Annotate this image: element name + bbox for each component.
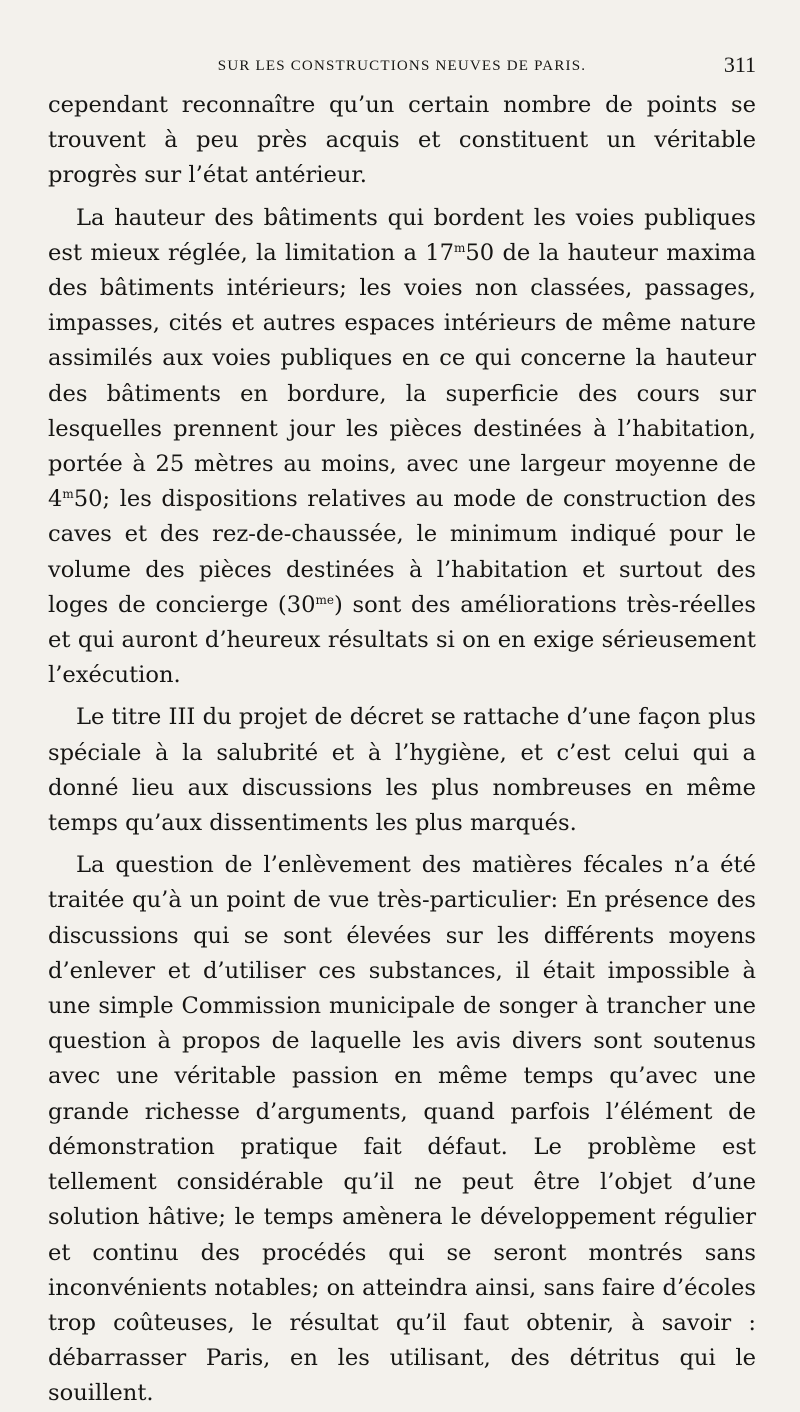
book-page	[48, 52, 756, 1412]
body-text	[48, 88, 756, 1412]
paragraph-building-height	[48, 201, 756, 694]
paragraph-fecal-matter: La question de l’enlèvement des matières fécales n’a été traitée qu’à un point de vue très-particulier: En présence des discussions qui se sont élevées sur les différents moyens d’enlever et d’utiliser ces substances, il était impossible à une simple Commission municipale de songer à trancher une question à propos de laquelle les avis divers sont soutenus avec une véritable passion en même temps qu’avec une grande richesse d’arguments, quand parfois l’élément de démonstration pratique fait défaut. Le problème est tellement considérable qu’il ne peut être l’objet d’une solution hâtive; le temps amènera le développement régulier et continu des procédés qui se seront montrés sans inconvénients notables; on atteindra ainsi, sans faire d’écoles trop coûteuses, le résultat qu’il faut obtenir, à savoir : débarrasser Paris, en les utilisant, des détritus qui le souillent.	[48, 852, 756, 1407]
text-segment: 50; les dispositions relatives au mode de construction des caves et des rez-de-chaussée, le minimum indiqué pour le volume des pièces destinées à l’habitation et surtout des loges de concierge (30	[48, 486, 756, 618]
running-title: SUR LES CONSTRUCTIONS NEUVES DE PARIS.	[217, 58, 587, 74]
text-segment: ) sont des améliorations très-réelles et qui auront d’heureux résultats si on en exige sérieusement l’exécution.	[48, 591, 756, 689]
text-segment: 50 de la hauteur maxima des bâtiments intérieurs; les voies non classées, passages, impasses, cités et autres espaces intérieurs de même nature assimilés aux voies publiques en ce qui concerne la hauteur des bâtiments en bordure, la superficie des cours sur lesquelles prennent jour les pièces destinées à l’habitation, portée à 25 mètres au moins, avec une largeur moyenne de 4	[48, 239, 757, 513]
unit-superscript: me	[315, 592, 334, 607]
page-number: 311	[723, 52, 756, 77]
unit-superscript: m	[62, 487, 74, 502]
paragraph-title-three: Le titre III du projet de décret se rattache d’une façon plus spéciale à la salubrité et à l’hygiène, et c’est celui qui a donné lieu aux discussions les plus nombreuses en même temps qu’aux dissentiments les plus marqués.	[48, 704, 756, 837]
unit-superscript: m	[454, 240, 466, 255]
text-segment: La hauteur des bâtiments qui bordent les voies publiques est mieux réglée, la limitation a 17	[48, 204, 756, 266]
running-head	[48, 52, 756, 88]
paragraph-continuation: cependant reconnaître qu’un certain nombre de points se trouvent à peu près acquis et constituent un véritable progrès sur l’état antérieur.	[48, 92, 756, 189]
